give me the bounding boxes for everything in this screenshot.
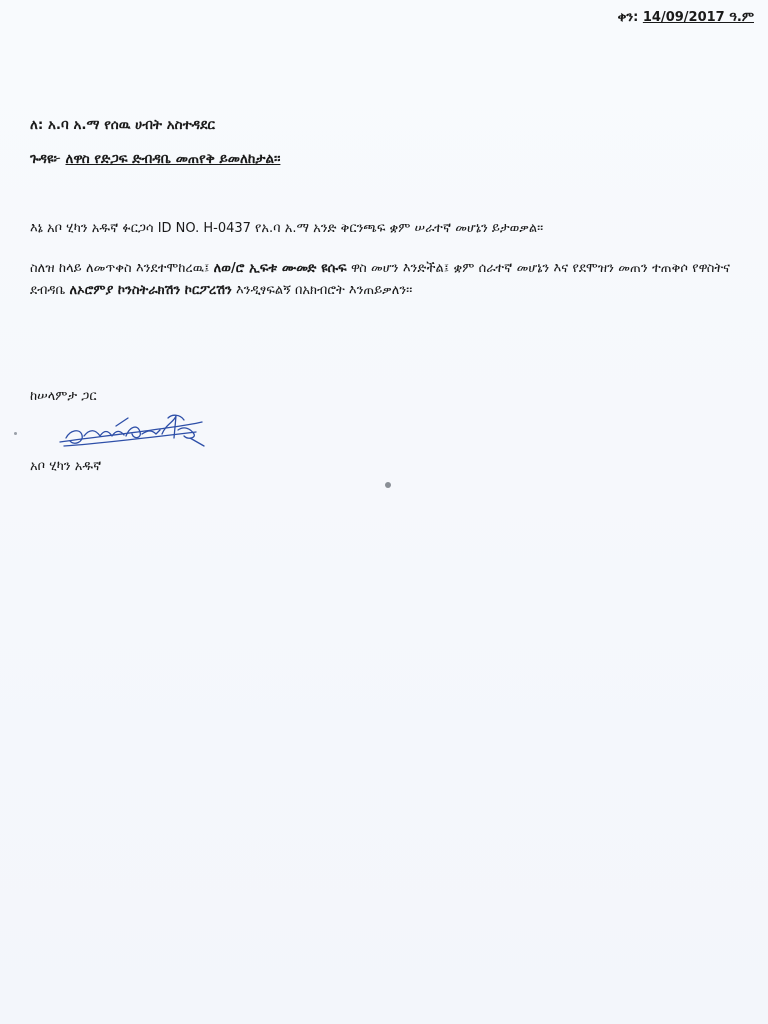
signer-name: አቦ ሂካን አዱኛ bbox=[30, 459, 102, 474]
date-value: 14/09/2017 ዓ.ም bbox=[642, 10, 754, 25]
date-label: ቀን: bbox=[617, 10, 639, 25]
para2-text-3: እንዲፃፍልኝ በአክብሮት እንጠይቃለን፡፡ bbox=[235, 283, 413, 298]
closing-salutation: ከሠላምታ ጋር bbox=[30, 389, 97, 404]
paper-speck bbox=[385, 482, 391, 488]
recipient-line: ለ: አ.ባ አ.ማ የሰዉ ሀብት አስተዳደር bbox=[30, 117, 215, 133]
subject-label: ጉዳዩ፦ bbox=[30, 151, 61, 167]
body-paragraph-2 bbox=[30, 258, 730, 302]
para2-bold-organization: ለኦሮምያ ኮንስትራክሽን ኮርፖረሽን bbox=[69, 283, 232, 298]
subject-line bbox=[30, 151, 280, 167]
para2-text-2: ዋስ መሆን እንድችል፤ ቋም ሰራተኛ መሆኔን እና የደሞዝን መጠን ተጠቅሶ የዋስትና ደብዳቤ bbox=[30, 261, 731, 298]
signature-icon bbox=[56, 408, 206, 463]
paper-speck bbox=[14, 432, 17, 435]
subject-text: ለዋስ የድጋፍ ድብዳቤ መጠየቅ ይመለከታል፡፡ bbox=[65, 151, 281, 167]
para2-text-1: ስለዝ ከላይ ለመጥቀስ እንደተሞከረዉ፤ bbox=[30, 261, 210, 276]
para2-bold-name: ለወ/ሮ ኢፍቱ ሙመድ ዩሱፍ bbox=[213, 261, 347, 276]
body-paragraph-1: እኔ አቦ ሂካን አዱኛ ፉርጋሳ ID NO. H-0437 የአ.ባ አ.ማ አንድ ቅርንጫፍ ቋም ሠራተኛ መሆኔን ይታወቃል፡፡ bbox=[30, 221, 544, 236]
date-line bbox=[618, 10, 754, 25]
